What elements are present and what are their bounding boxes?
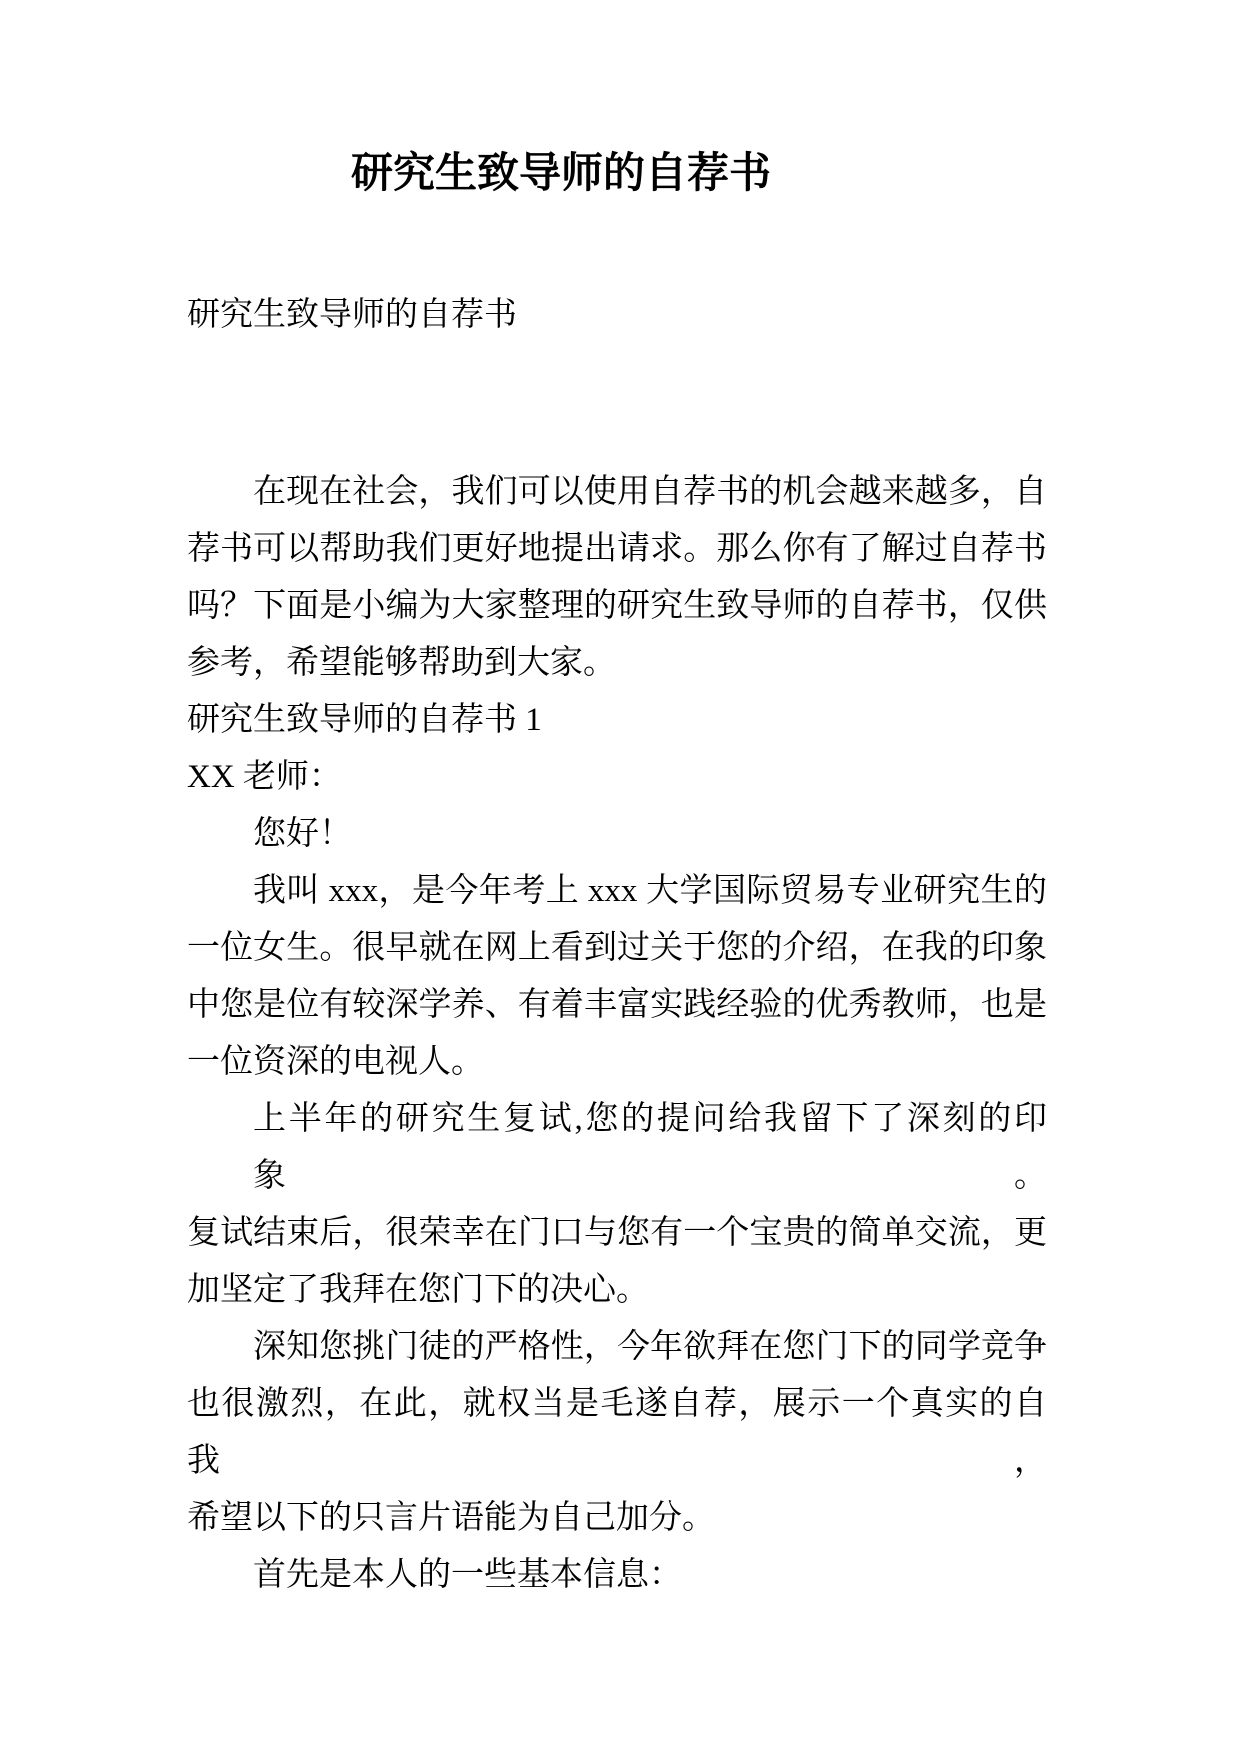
interview-paragraph <box>187 1091 1047 1319</box>
paragraph-line: 上半年的研究生复试,您的提问给我留下了深刻的印象。 <box>253 1101 1047 1194</box>
paragraph-line: 加坚定了我拜在您门下的决心。 <box>187 1272 649 1308</box>
paragraph-line: 我叫 xxx，是今年考上 xxx 大学国际贸易专业研究生的 <box>253 873 1047 909</box>
paragraph-line: 一位女生。很早就在网上看到过关于您的介绍，在我的印象 <box>187 930 1047 966</box>
intro-paragraph <box>187 464 1047 692</box>
paragraph-line: 在现在社会，我们可以使用自荐书的机会越来越多，自 <box>253 474 1047 510</box>
paragraph-line: 中您是位有较深学养、有着丰富实践经验的优秀教师，也是 <box>187 987 1047 1023</box>
document-subtitle: 研究生致导师的自荐书 <box>187 297 517 333</box>
paragraph-line: 吗？下面是小编为大家整理的研究生致导师的自荐书，仅供 <box>187 588 1047 624</box>
document-title: 研究生致导师的自荐书 <box>350 151 771 197</box>
paragraph-line: 希望以下的只言片语能为自己加分。 <box>187 1500 715 1536</box>
paragraph-line: 一位资深的电视人。 <box>187 1044 484 1080</box>
greeting: 您好！ <box>253 816 352 852</box>
basic-info-lead: 首先是本人的一些基本信息： <box>253 1557 682 1593</box>
paragraph-line: 也很激烈，在此，就权当是毛遂自荐，展示一个真实的自我， <box>187 1386 1047 1479</box>
salutation: XX 老师： <box>187 759 342 795</box>
paragraph-line: 荐书可以帮助我们更好地提出请求。那么你有了解过自荐书 <box>187 531 1047 567</box>
paragraph-line: 深知您挑门徒的严格性，今年欲拜在您门下的同学竞争 <box>253 1329 1047 1365</box>
paragraph-line: 参考，希望能够帮助到大家。 <box>187 645 616 681</box>
competition-paragraph <box>187 1319 1047 1547</box>
paragraph-line: 复试结束后，很荣幸在门口与您有一个宝贵的简单交流，更 <box>187 1215 1047 1251</box>
section-heading: 研究生致导师的自荐书 1 <box>187 702 542 738</box>
self-intro-paragraph <box>187 863 1047 1091</box>
